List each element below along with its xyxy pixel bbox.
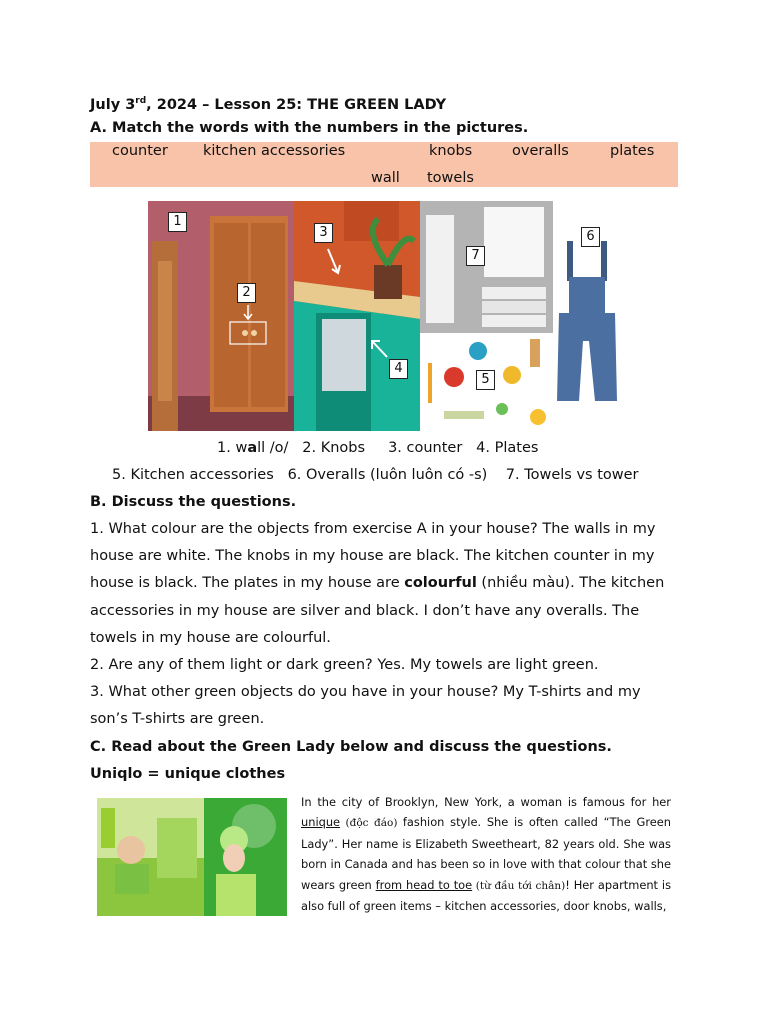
- question-2-answer: 2. Are any of them light or dark green? Yes. My towels are light green.: [90, 657, 599, 674]
- green-lady-article: [90, 792, 678, 922]
- kitchen-illustration: [294, 201, 420, 431]
- towels-picture: [420, 201, 553, 333]
- question-1-answer: 1. What colour are the objects from exercise A in your house? The walls in my house are white. The knobs in my house are black. The kitchen counter in my house is black. The plates in my house are colourful (nhiều màu). The kitchen accessories in my house are silver and black. I don’t have any overalls. The towels in my house are colourful.: [90, 521, 665, 646]
- article-text: In the city of Brooklyn, New York, a woman is famous for her unique (độc đáo) fashion style. She is often called “The Green Lady”. Her name is Elizabeth Sweetheart, 82 years old. She was born in Canada and has been so in love with that colour that she wears green from head to toe (từ đầu tới chân)! Her apartment is also full of green items – kitchen accessories, door knobs, walls,: [301, 794, 672, 914]
- answers-line-1: 1. wall /o/ 2. Knobs 3. counter 4. Plates: [217, 440, 539, 456]
- section-b-heading: B. Discuss the questions.: [90, 494, 297, 510]
- label-7: 7: [466, 246, 485, 266]
- lesson-title: July 3rd, 2024 – Lesson 25: THE GREEN LADY: [90, 96, 447, 113]
- word-knobs: knobs: [429, 143, 473, 159]
- label-3: 3: [314, 223, 333, 243]
- label-4: 4: [389, 359, 408, 379]
- overalls-picture: [553, 201, 621, 431]
- uniqlo-note: Uniqlo = unique clothes: [90, 765, 286, 782]
- label-5: 5: [476, 370, 495, 390]
- question-3-answer: 3. What other green objects do you have in your house? My T-shirts and my son’s T-shirts are green.: [90, 684, 641, 728]
- word-kitchen-accessories: kitchen accessories: [203, 143, 346, 159]
- answers-block: [90, 435, 678, 489]
- word-overalls: overalls: [512, 143, 569, 159]
- wall-picture: [148, 201, 294, 431]
- word-plates: plates: [610, 143, 655, 159]
- green-room-photo: [97, 798, 204, 916]
- green-room-illustration: [97, 798, 204, 916]
- section-a-heading: A. Match the words with the numbers in the pictures.: [90, 120, 529, 136]
- kitchen-picture: [294, 201, 420, 431]
- section-c-heading: C. Read about the Green Lady below and discuss the questions.: [90, 738, 612, 755]
- word-towels: towels: [427, 170, 474, 186]
- worksheet-page: [90, 88, 678, 922]
- green-lady-illustration: [204, 798, 287, 916]
- towels-illustration: [420, 201, 553, 333]
- wardrobe-illustration: [148, 201, 294, 431]
- word-counter: counter: [112, 143, 168, 159]
- label-2: 2: [237, 283, 256, 303]
- label-6: 6: [581, 227, 600, 247]
- word-wall: wall: [371, 170, 400, 186]
- picture-collage: [90, 199, 678, 435]
- answers-line-2: 5. Kitchen accessories 6. Overalls (luôn luôn có -s) 7. Towels vs tower: [112, 467, 639, 483]
- label-1: 1: [168, 212, 187, 232]
- kitchen-accessories-picture: [420, 333, 553, 431]
- green-lady-photo: [204, 798, 287, 916]
- word-bank: [90, 142, 678, 187]
